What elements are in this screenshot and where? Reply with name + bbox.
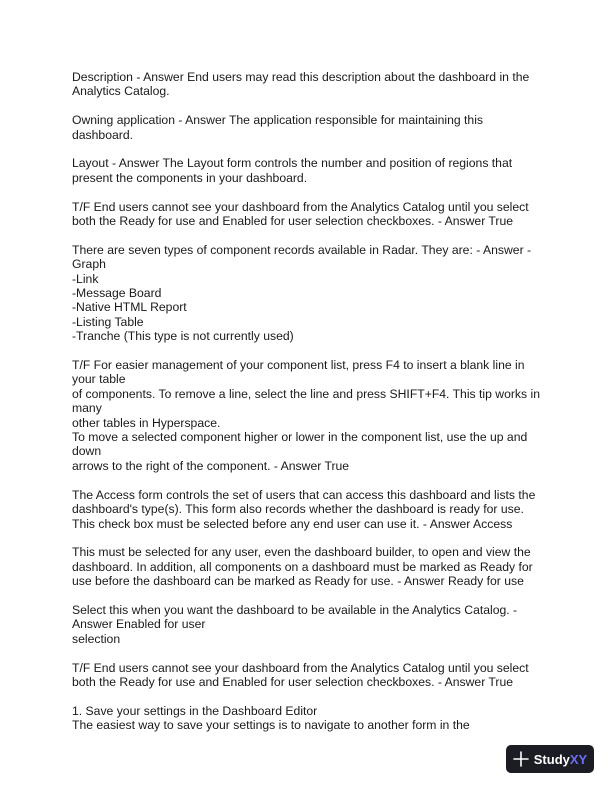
- text-line: both the Ready for use and Enabled for user selection checkboxes. - Answer True: [72, 214, 514, 229]
- text-line: both the Ready for use and Enabled for user selection checkboxes. - Answer True: [72, 674, 514, 689]
- text-line: selection: [72, 631, 121, 646]
- plus-sparkle-icon: [513, 751, 529, 767]
- text-line: present the components in your dashboard.: [72, 170, 308, 185]
- paragraph: [72, 704, 542, 733]
- text-line: Graph: [72, 257, 106, 272]
- paragraph: [72, 488, 542, 531]
- paragraph: [72, 113, 542, 142]
- paragraph: [72, 243, 542, 344]
- badge-brand-accent: XY: [569, 751, 588, 767]
- text-line: -Message Board: [72, 286, 162, 301]
- text-line: dashboard.: [72, 127, 133, 142]
- text-line: The easiest way to save your settings is to navigate to another form in the: [72, 718, 470, 733]
- text-line: 1. Save your settings in the Dashboard Editor: [72, 703, 318, 718]
- text-line: T/F End users cannot see your dashboard from the Analytics Catalog until you select: [72, 660, 529, 675]
- badge-brand-main: Study: [533, 751, 570, 767]
- text-line: your table: [72, 372, 126, 387]
- paragraph: [72, 661, 542, 690]
- paragraph: [72, 156, 542, 185]
- badge-label: [534, 752, 587, 767]
- text-line: To move a selected component higher or lower in the component list, use the up and: [72, 430, 528, 445]
- text-line: dashboard. In addition, all components on a dashboard must be marked as Ready for: [72, 559, 533, 574]
- text-line: use before the dashboard can be marked as Ready for use. - Answer Ready for use: [72, 574, 524, 589]
- text-line: dashboard's type(s). This form also records whether the dashboard is ready for use.: [72, 502, 524, 517]
- text-line: This must be selected for any user, even the dashboard builder, to open and view the: [72, 545, 531, 560]
- text-line: -Listing Table: [72, 314, 144, 329]
- text-line: -Link: [72, 271, 99, 286]
- text-line: T/F For easier management of your component list, press F4 to insert a blank line in: [72, 358, 525, 373]
- text-line: Analytics Catalog.: [72, 84, 170, 99]
- text-line: T/F End users cannot see your dashboard from the Analytics Catalog until you select: [72, 199, 529, 214]
- paragraph: [72, 603, 542, 646]
- paragraph: [72, 70, 542, 99]
- text-line: This check box must be selected before any end user can use it. - Answer Access: [72, 516, 513, 531]
- text-line: -Tranche (This type is not currently used): [72, 329, 294, 344]
- text-line: of components. To remove a line, select the line and press SHIFT+F4. This tip works in: [72, 386, 540, 401]
- text-line: other tables in Hyperspace.: [72, 415, 221, 430]
- text-line: many: [72, 401, 102, 416]
- text-line: Answer Enabled for user: [72, 617, 206, 632]
- paragraph: [72, 545, 542, 588]
- paragraph: [72, 358, 542, 473]
- text-line: There are seven types of component records available in Radar. They are: - Answer -: [72, 242, 532, 257]
- text-line: Layout - Answer The Layout form controls the number and position of regions that: [72, 156, 513, 171]
- text-line: The Access form controls the set of users that can access this dashboard and lists the: [72, 487, 536, 502]
- text-line: Select this when you want the dashboard to be available in the Analytics Catalog. -: [72, 602, 518, 617]
- text-line: -Native HTML Report: [72, 300, 187, 315]
- document-body: [72, 70, 542, 747]
- text-line: Owning application - Answer The application responsible for maintaining this: [72, 113, 483, 128]
- text-line: down: [72, 444, 102, 459]
- paragraph: [72, 200, 542, 229]
- text-line: arrows to the right of the component. - Answer True: [72, 458, 350, 473]
- studyxy-badge[interactable]: [506, 745, 594, 773]
- text-line: Description - Answer End users may read this description about the dashboard in the: [72, 70, 530, 84]
